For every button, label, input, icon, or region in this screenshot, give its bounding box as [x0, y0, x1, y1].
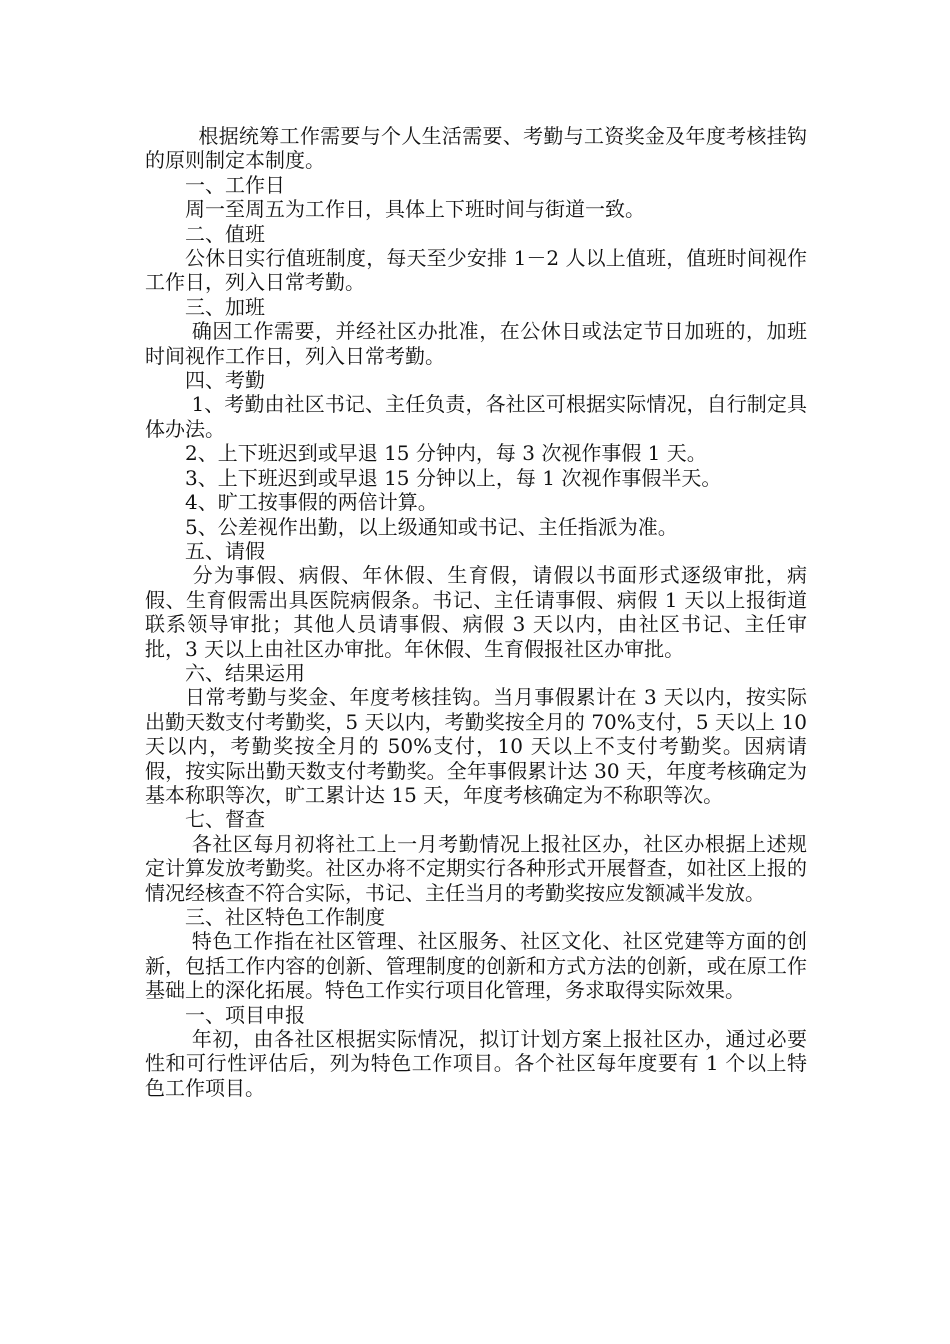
- document-body: [145, 124, 814, 1100]
- section-heading-leave: 五、请假: [185, 538, 265, 563]
- paragraph-inspection: 各社区每月初将社工上一月考勤情况上报社区办，社区办根据上述规定计算发放考勤奖。社区办将不定期实行各种形式开展督查，如社区上报的情况经核查不符合实际，书记、主任当月的考勤奖按应发额减半发放。: [145, 831, 808, 905]
- attendance-item-5: 5、公差视作出勤，以上级通知或书记、主任指派为准。: [185, 514, 678, 539]
- paragraph-results: 日常考勤与奖金、年度考核挂钩。当月事假累计在 3 天以内，按实际出勤天数支付考勤奖，5 天以内，考勤奖按全月的 70%支付，5 天以上 10 天以内，考勤奖按全月的 50%支付，10 天以上不支付考勤奖。因病请假，按实际出勤天数支付考勤奖。全年事假累计达 30 天，年度考核确定为基本称职等次，旷工累计达 15 天，年度考核确定为不称职等次。: [145, 685, 814, 807]
- section-heading-workday: 一、工作日: [185, 172, 285, 197]
- section-heading-results: 六、结果运用: [185, 660, 305, 685]
- paragraph-leave: 分为事假、病假、年休假、生育假，请假以书面形式逐级审批，病假、生育假需出具医院病假条。书记、主任请事假、病假 1 天以上报街道联系领导审批；其他人员请事假、病假 3 天以内，由社区书记、主任审批，3 天以上由社区办审批。年休假、生育假报社区办审批。: [145, 563, 808, 661]
- section-heading-overtime: 三、加班: [185, 294, 265, 319]
- attendance-item-3: 3、上下班迟到或早退 15 分钟以上，每 1 次视作事假半天。: [185, 465, 722, 490]
- section-heading-inspection: 七、督查: [185, 807, 265, 832]
- attendance-item-1: 1、考勤由社区书记、主任负责，各社区可根据实际情况，自行制定具体办法。: [145, 392, 807, 441]
- section-heading-special-work: 三、社区特色工作制度: [185, 905, 385, 929]
- paragraph-special-work: 特色工作指在社区管理、社区服务、社区文化、社区党建等方面的创新，包括工作内容的创新、管理制度的创新和方式方法的创新，或在原工作基础上的深化拓展。特色工作实行项目化管理，务求取得实际效果。: [145, 929, 808, 1003]
- paragraph-overtime: 确因工作需要，并经社区办批准，在公休日或法定节日加班的，加班时间视作工作日，列入日常考勤。: [145, 319, 808, 368]
- paragraph-duty: 公休日实行值班制度，每天至少安排 1－2 人以上值班，值班时间视作工作日，列入日常考勤。: [145, 246, 807, 295]
- attendance-item-2: 2、上下班迟到或早退 15 分钟内，每 3 次视作事假 1 天。: [185, 441, 707, 466]
- section-heading-attendance: 四、考勤: [185, 368, 265, 393]
- attendance-item-4: 4、旷工按事假的两倍计算。: [185, 490, 438, 515]
- intro-paragraph: 根据统筹工作需要与个人生活需要、考勤与工资奖金及年度考核挂钩的原则制定本制度。: [145, 124, 808, 173]
- paragraph-workday: 周一至周五为工作日，具体上下班时间与街道一致。: [185, 197, 645, 222]
- section-heading-project-application: 一、项目申报: [185, 1002, 305, 1027]
- section-heading-duty: 二、值班: [185, 221, 265, 246]
- paragraph-project-application: 年初，由各社区根据实际情况，拟订计划方案上报社区办，通过必要性和可行性评估后，列为特色工作项目。各个社区每年度要有 1 个以上特色工作项目。: [145, 1027, 808, 1100]
